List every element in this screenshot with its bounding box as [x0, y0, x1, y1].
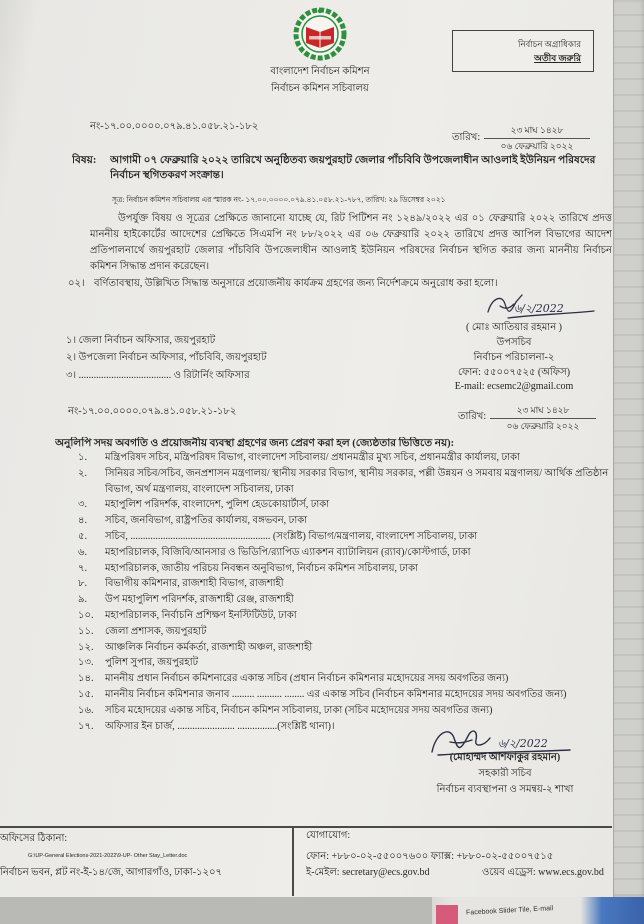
list-item-text: মন্ত্রিপরিষদ সচিব, মন্ত্রিপরিষদ বিভাগ, বাংলাদেশ সচিবালয়/ প্রধানমন্ত্রীর মুখ্য সচিব, প্রধানমন্ত্রীর কার্যালয়, ঢাকা	[105, 452, 520, 463]
date-label: তারিখ:	[452, 132, 481, 143]
list-item-number: ৯.	[78, 594, 87, 606]
list-item-number: ১৫.	[78, 688, 94, 700]
signatory-1-department: নির্বাচন পরিচালনা-২	[473, 352, 555, 363]
underlying-document-edge	[613, 0, 644, 897]
recipient-item: ১। জেলা নির্বাচন অফিসার, জয়পুরহাট	[66, 335, 216, 346]
list-item-number: ১১.	[78, 625, 94, 637]
reference-line: সূত্র: নির্বাচন কমিশন সচিবালয় এর স্মারক নং- ১৭.০০.০০০০.০৭৯.৪১.০৫৮.২১-৭৮৭, তারিখ: ২৯ ডিসেম্বর ২০২১	[112, 195, 446, 204]
list-item-text: মহাপরিচালক, বিজিবি/আনসার ও ভিডিপি/র‍্যাপিড এ্যাকশন ব্যাটালিয়ন (র‍্যাব)/কোস্টগার্ড, ঢাকা	[105, 546, 471, 558]
list-item	[78, 703, 612, 719]
signatory-2-designation: সহকারী সচিব	[478, 768, 532, 779]
copy-date-label: তারিখ:	[458, 411, 487, 422]
list-item	[78, 561, 612, 577]
priority-stamp-line2: অতীব জরুরি	[534, 53, 581, 63]
list-item-number: ৪.	[78, 515, 87, 527]
date-gregorian: ০৬ ফেব্রুয়ারি ২০২২	[500, 141, 574, 151]
list-item-text: আঞ্চলিক নির্বাচন কর্মকর্তা, রাজশাহী অঞ্চল, রাজশাহী	[105, 641, 313, 653]
list-item-text: সচিব, জনবিভাগ, রাষ্ট্রপতির কার্যালয়, বঙ্গভবন, ঢাকা	[105, 515, 308, 527]
list-item-number: ১০.	[78, 609, 94, 621]
list-item-number: ১৪.	[78, 673, 94, 685]
body-paragraph-1: উপর্যুক্ত বিষয় ও সূত্রের প্রেক্ষিতে জানানো যাচ্ছে যে, রিট পিটিশন নং ১২৪৯/২০২২ এর ০১ ফেব্রুয়ারি ২০২২ তারিখে প্রদত্ত মাননীয় হাইকোর্টের আদেশের প্রেক্ষিতে সিএমপি নং ৮৮/২০২২ এর ০৬ ফেব্রুয়ারি ২০২২ তারিখে প্রদত্ত আপিল বিভাগের আদেশ প্রতিপালনার্থে জয়পুরহাট জেলার পাঁচবিবি উপজেলাধীন আওলাই ইউনিয়ন পরিষদের নির্বাচন স্থগিত করার জন্য মাননীয় নির্বাচন কমিশন সিদ্ধান্ত প্রদান করেছেন।	[90, 213, 612, 272]
list-item-number: ১৬.	[78, 704, 94, 716]
list-item-number: ১৩.	[78, 657, 94, 669]
list-item-number: ৫.	[78, 530, 87, 542]
list-item	[78, 466, 612, 498]
priority-stamp-line1: নির্বাচন অগ্রাধিকার	[518, 39, 581, 49]
subject-text: আগামী ০৭ ফেব্রুয়ারি ২০২২ তারিখে অনুষ্ঠিতব্য জয়পুরহাট জেলার পাঁচবিবি উপজেলাধীন আওলাই ইউনিয়ন পরিষদের নির্বাচন স্থগিতকরণ সংক্রান্ত।	[110, 155, 596, 181]
list-item-text: সচিব মহোদয়ের একান্ত সচিব, নির্বাচন কমিশন সচিবালয়, ঢাকা (সচিব মহোদয়ের সদয় অবগতির জন্য)	[105, 704, 493, 716]
copy-date-divider	[490, 418, 596, 419]
signatory-2-name: (মোহাম্মদ আশফাকুর রহমান)	[449, 752, 561, 763]
list-item-text: সচিব, ........................................................ (সংশ্লিষ্ট) বিভাগ/মন্ত্রণালয়, বাংলাদেশ সচিবালয়, ঢাকা	[105, 530, 478, 542]
copy-heading: অনুলিপি সদয় অবগতি ও প্রয়োজনীয় ব্যবস্থা গ্রহণের জন্য প্রেরণ করা হল (জ্যেষ্ঠতার ভিত্তিতে নয়):	[55, 438, 455, 449]
date-bangla: ২৩ মাঘ ১৪২৮	[510, 125, 564, 135]
list-item-text: জেলা প্রশাসক, জয়পুরহাট	[105, 625, 207, 637]
list-item	[78, 655, 612, 671]
signatory-1-email: E-mail: ecsemc2@gmail.com	[454, 381, 574, 392]
list-item-number: ১.	[78, 452, 87, 463]
subject-label: বিষয়:	[72, 155, 97, 166]
list-item-text: মহাপরিচালক, জাতীয় পরিচয় নিবন্ধন অনুবিভাগ, নির্বাচন কমিশন সচিবালয়, ঢাকা	[105, 562, 418, 574]
footer-website: ওয়েব এড্রেস: www.ecs.gov.bd	[482, 867, 604, 878]
recipient-item: ২। উপজেলা নির্বাচন অফিসার, পাঁচবিবি, জয়পুরহাট	[66, 352, 267, 363]
list-item	[78, 687, 612, 703]
copy-date-bangla: ২৩ মাঘ ১৪২৮	[516, 405, 570, 415]
list-item-number: ১৭.	[78, 720, 94, 732]
organization-name: বাংলাদেশ নির্বাচন কমিশন	[270, 66, 370, 77]
list-item-text: মাননীয় নির্বাচন কমিশনার জনাব ......... .......... ........ এর একান্ত সচিব (নির্বাচন কমিশনার মহোদয়ের সদয় অবগতির জন্য)	[105, 688, 567, 700]
list-item	[78, 592, 612, 608]
signatory-2-department: নির্বাচন ব্যবস্থাপনা ও সমন্বয়-২ শাখা	[436, 784, 574, 795]
list-item-text: অফিসার ইন চার্জ, ....................... ................(সংশ্লিষ্ট থানা)।	[105, 720, 335, 732]
list-item	[78, 497, 612, 513]
list-item-text: মহাপুলিশ পরিদর্শক, বাংলাদেশ, পুলিশ হেডকোয়ার্টার্স, ঢাকা	[105, 499, 330, 511]
memo-number: নং-১৭.০০.০০০০.০৭৯.৪১.০৫৮.২১-১৮২	[90, 121, 259, 132]
pink-object	[436, 905, 458, 924]
copy-memo-number: নং-১৭.০০.০০০০.০৭৯.৪১.০৫৮.২১-১৮২	[68, 406, 237, 417]
footer-file-path: G:\UP-General Elections-2021-2022\9-UP- Other Stay_Letter.doc	[28, 853, 188, 859]
list-item-number: ২.	[78, 467, 88, 479]
signatory-1-phone: ফোন: ৫৫০০৭৫২৫ (অফিস)	[457, 367, 571, 378]
list-item-text: উপ মহাপুলিশ পরিদর্শক, রাজশাহী রেঞ্জ, রাজশাহী	[105, 594, 294, 606]
list-item-number: ৩.	[78, 499, 88, 511]
list-item	[78, 529, 612, 545]
signatory-1-name: ( মোঃ আতিয়ার রহমান )	[466, 322, 562, 333]
paragraph-2-number: ০২।	[68, 278, 85, 289]
list-item	[78, 545, 612, 561]
copy-date-gregorian: ০৬ ফেব্রুয়ারি ২০২২	[506, 421, 580, 431]
copy-recipient-list	[78, 450, 612, 734]
footer-phone-fax: ফোন: +৮৮০-০২-৫৫০০৭৬০০ ফ্যাক্স: +৮৮০-০২-৫৫০০৭৫১৫	[306, 851, 554, 862]
list-item	[78, 450, 612, 466]
signature-1-date: ৬/২/2022	[514, 302, 564, 315]
list-item-text: মাননীয় প্রধান নির্বাচন কমিশনারের একান্ত সচিব (প্রধান নির্বাচন কমিশনার মহোদয়ের সদয় অবগতির জন্য)	[105, 673, 509, 685]
list-item-text: সিনিয়র সচিব/সচিব, জনপ্রশাসন মন্ত্রণালয়/ স্থানীয় সরকার বিভাগ, স্থানীয় সরকার, পল্লী উন্নয়ন ও সমবায় মন্ত্রণালয়/ আর্থিক প্রতিষ্ঠান বিভাগ, অর্থ মন্ত্রণালয়, বাংলাদেশ সচিবালয়, ঢাকা	[105, 467, 609, 495]
signature-2-date: ৬/২/2022	[498, 737, 548, 750]
election-commission-seal-icon	[291, 6, 349, 62]
list-item	[78, 640, 612, 656]
footer-address: নির্বাচন ভবন, প্লট নং-ই-১৪/জে, আগারগাঁও, ঢাকা-১২০৭	[0, 867, 223, 878]
body-paragraph-2: বর্ণিতাবস্থায়, উল্লিখিত সিদ্ধান্ত অনুসারে প্রয়োজনীয় কার্যক্রম গ্রহণের জন্য নির্দেশক্রমে অনুরোধ করা হলো।	[94, 278, 498, 289]
footer-email: ই-মেইল: secretary@ecs.gov.bd	[306, 867, 430, 878]
list-item	[78, 671, 612, 687]
list-item-number: ৭.	[78, 562, 88, 574]
priority-stamp	[452, 30, 594, 72]
list-item	[78, 624, 612, 640]
list-item-number: ৬.	[78, 546, 88, 558]
signatory-1-designation: উপসচিব	[496, 337, 532, 348]
list-item-text: বিভাগীয় কমিশনার, রাজশাহী বিভাগ, রাজশাহী	[105, 578, 284, 590]
secretariat-name: নির্বাচন কমিশন সচিবালয়	[271, 83, 369, 94]
footer-column-divider	[292, 826, 294, 896]
list-item-text: মহাপরিচালক, নির্বাচনি প্রশিক্ষণ ইনস্টিটিউট, ঢাকা	[105, 609, 297, 621]
footer-contact-label: যোগাযোগ:	[306, 830, 351, 841]
footer-divider	[0, 826, 612, 828]
date-divider	[484, 138, 590, 139]
recipient-item: ৩। ..................................... ও রিটার্নিং অফিসার	[66, 370, 250, 381]
underlying-paper-text: Facebook Slider Tile, E-mail	[465, 905, 554, 917]
list-item-number: ৮.	[78, 578, 87, 590]
list-item-number: ১২.	[78, 641, 94, 653]
list-item	[78, 608, 612, 624]
list-item	[78, 513, 612, 529]
list-item-text: পুলিশ সুপার, জয়পুরহাট	[105, 657, 199, 669]
footer-address-label: অফিসের ঠিকানা:	[0, 833, 68, 844]
list-item	[78, 576, 612, 592]
